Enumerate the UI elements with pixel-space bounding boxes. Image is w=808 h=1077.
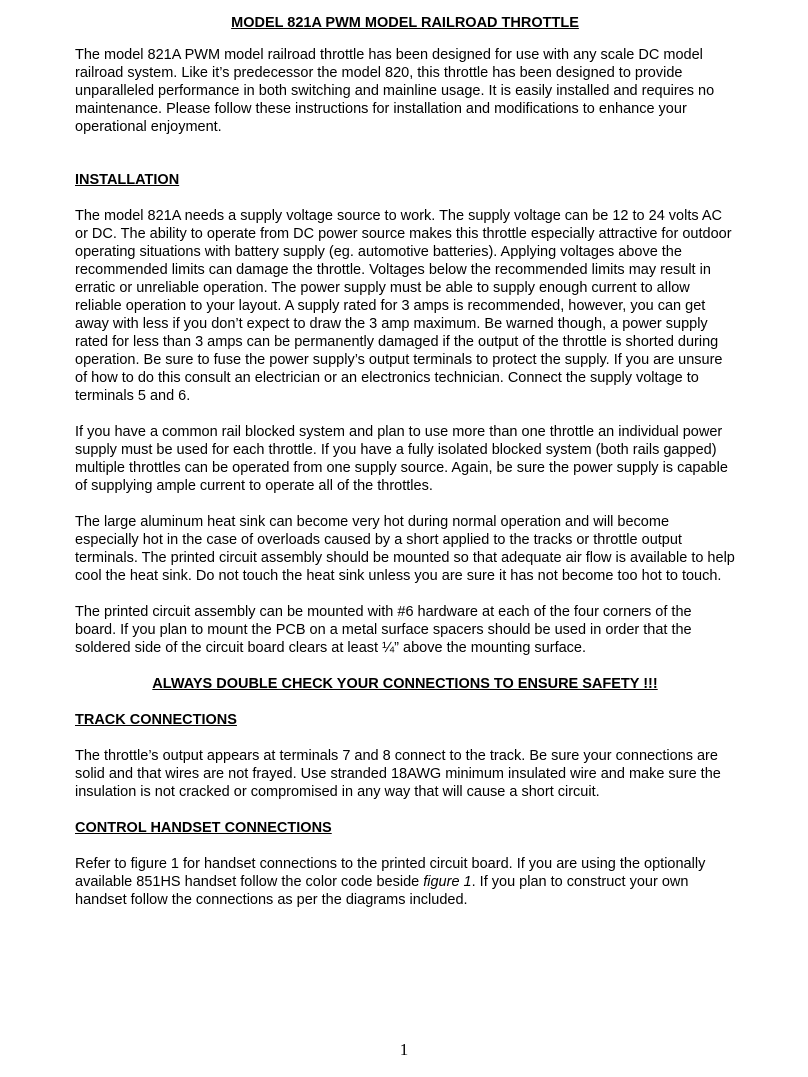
- installation-paragraph-3: The large aluminum heat sink can become very hot during normal operation and will become especially hot in the case of overloads caused by a short applied to the tracks or throttle output terminals. The printed circuit assembly should be mounted so that adequate air flow is available to help cool the heat sink. Do not touch the heat sink unless you are sure it has not become too hot to touch.: [75, 514, 735, 584]
- installation-heading: INSTALLATION: [75, 172, 180, 188]
- installation-paragraph-4: The printed circuit assembly can be mounted with #6 hardware at each of the four corners of the board. If you plan to mount the PCB on a metal surface spacers should be used in order that the soldered side of the circuit board clears at least ¼” above the mounting surface.: [75, 604, 692, 656]
- intro-paragraph: The model 821A PWM model railroad throttle has been designed for use with any scale DC model railroad system. Like it’s predecessor the model 820, this throttle has been designed to provide unparalleled performance in both switching and mainline usage. It is easily installed and requires no maintenance. Please follow these instructions for installation and modifications to enhance your operational enjoyment.: [75, 47, 715, 135]
- handset-text-after: . If you plan to construct your own handset follow the connections as per the diagrams included.: [75, 874, 689, 908]
- handset-connections-heading: CONTROL HANDSET CONNECTIONS: [75, 820, 332, 836]
- page-number: 1: [399, 1040, 409, 1059]
- track-connections-heading: TRACK CONNECTIONS: [75, 712, 237, 728]
- handset-connections-paragraph: [75, 855, 735, 909]
- installation-paragraph-1: The model 821A needs a supply voltage source to work. The supply voltage can be 12 to 24 volts AC or DC. The ability to operate from DC power source makes this throttle especially attractive for outdoor operating situations with battery supply (eg. automotive batteries). Applying voltages above the recommended limits can damage the throttle. Voltages below the recommended limits may result in erratic or unreliable operation. The power supply must be able to supply enough current to allow reliable operation to your layout. A supply rated for 3 amps is recommended, however, you can get away with less if you don’t expect to draw the 3 amp maximum. Be warned though, a power supply rated for less than 3 amps can be permanently damaged if the output of the throttle is shorted during operation. Be sure to fuse the power supply’s output terminals to protect the supply. If you are unsure of how to do this consult an electrician or an electronics technician. Connect the supply voltage to terminals 5 and 6.: [75, 208, 732, 404]
- document-title: MODEL 821A PWM MODEL RAILROAD THROTTLE: [231, 15, 579, 31]
- track-connections-paragraph: The throttle’s output appears at terminals 7 and 8 connect to the track. Be sure your connections are solid and that wires are not frayed. Use stranded 18AWG minimum insulated wire and make sure the insulation is not cracked or compromised in any way that will cause a short circuit.: [75, 748, 721, 800]
- safety-warning: ALWAYS DOUBLE CHECK YOUR CONNECTIONS TO ENSURE SAFETY !!!: [152, 676, 658, 692]
- figure-reference: figure 1: [423, 874, 472, 890]
- document-page: [75, 14, 735, 909]
- installation-paragraph-2: If you have a common rail blocked system and plan to use more than one throttle an individual power supply must be used for each throttle. If you have a fully isolated blocked system (both rails gapped) multiple throttles can be operated from one supply source. Again, be sure the power supply is capable of supplying ample current to operate all of the throttles.: [75, 424, 728, 494]
- handset-text-before: Refer to figure 1 for handset connections to the printed circuit board. If you are using the optionally available 851HS handset follow the color code beside: [75, 856, 706, 890]
